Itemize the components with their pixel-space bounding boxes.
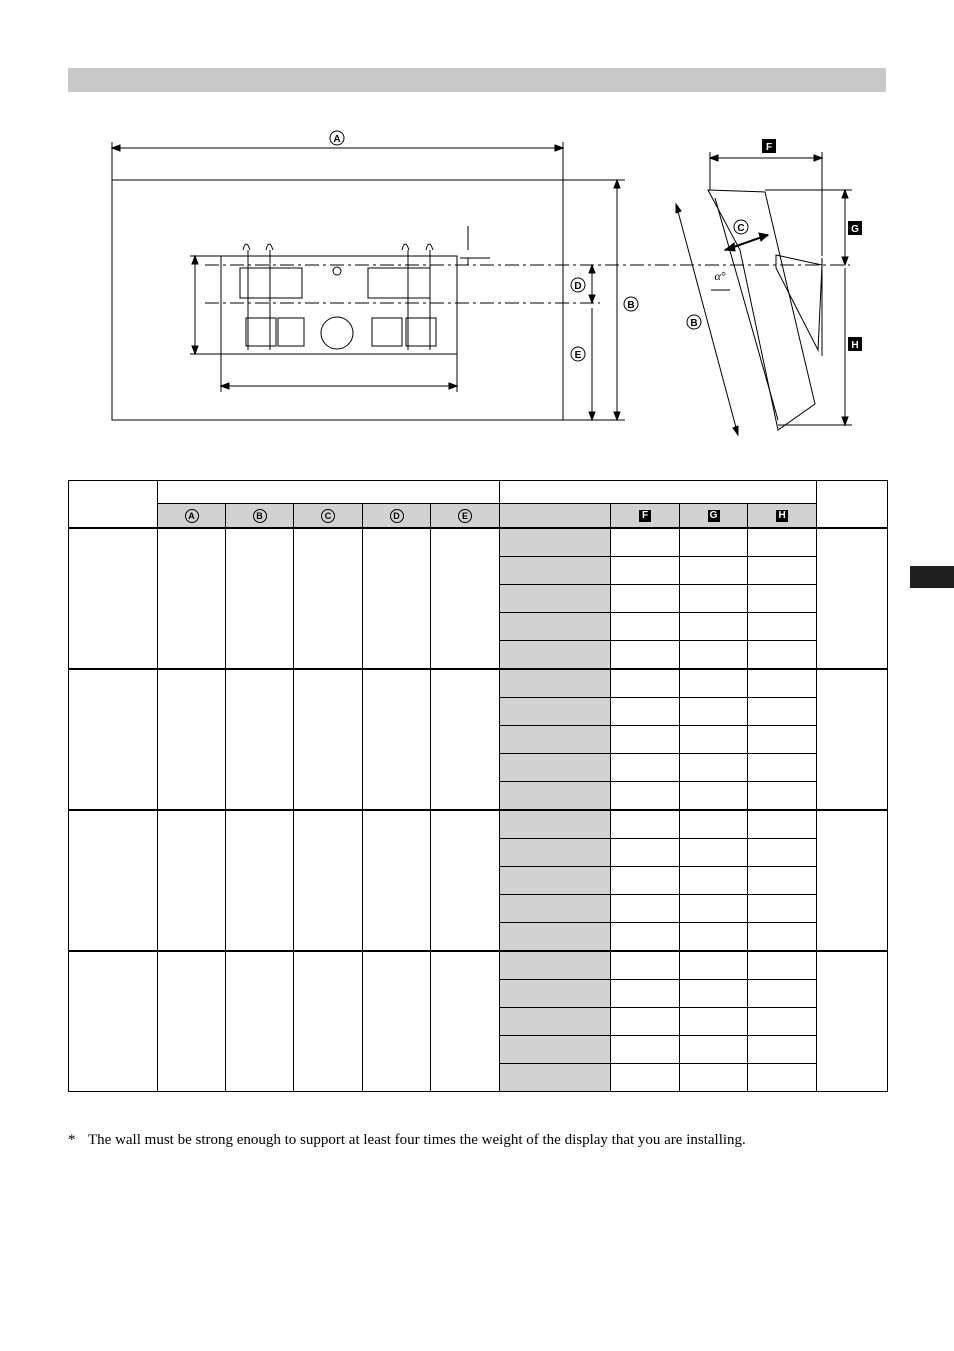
header-model-cell: [69, 481, 158, 529]
angle-value-cell: [611, 613, 680, 641]
group-cell: [158, 669, 226, 810]
table-row: [69, 669, 888, 698]
angle-value-cell: [680, 895, 748, 923]
label-c: C: [737, 223, 745, 234]
table-row: [69, 528, 888, 557]
group-cell: [226, 528, 294, 669]
angle-cell: [500, 669, 611, 698]
angle-value-cell: [611, 839, 680, 867]
angle-cell: [500, 867, 611, 895]
angle-value-cell: [748, 1036, 817, 1064]
angle-cell: [500, 1036, 611, 1064]
mount-bracket: [221, 256, 457, 354]
header-angle-cell: [500, 481, 817, 504]
angle-cell: [500, 923, 611, 952]
group-cell: [431, 669, 500, 810]
angle-value-cell: [680, 557, 748, 585]
angle-value-cell: [748, 839, 817, 867]
angle-cell: [500, 528, 611, 557]
angle-value-cell: [680, 1036, 748, 1064]
angle-value-cell: [611, 782, 680, 811]
label-alpha: α°: [714, 269, 726, 283]
angle-value-cell: [611, 923, 680, 952]
angle-value-cell: [680, 698, 748, 726]
angle-value-cell: [611, 754, 680, 782]
symbol-e: E: [458, 509, 472, 523]
angle-cell: [500, 895, 611, 923]
group-cell: [431, 951, 500, 1092]
dimension-table: [68, 480, 888, 1092]
angle-value-cell: [680, 923, 748, 952]
group-cell: [294, 951, 363, 1092]
angle-value-cell: [611, 557, 680, 585]
group-cell: [69, 528, 158, 669]
angle-value-cell: [748, 810, 817, 839]
angle-value-cell: [680, 528, 748, 557]
angle-value-cell: [680, 613, 748, 641]
tilted-display: [708, 190, 815, 430]
label-d: D: [574, 281, 582, 292]
symbol-d: D: [390, 509, 404, 523]
group-cell: [294, 810, 363, 951]
angle-value-cell: [748, 528, 817, 557]
group-cell: [294, 528, 363, 669]
angle-value-cell: [680, 810, 748, 839]
table-header-row-1: [69, 481, 888, 504]
chapter-side-tab: [910, 566, 954, 588]
angle-value-cell: [748, 585, 817, 613]
group-cell: [226, 951, 294, 1092]
group-cell: [363, 810, 431, 951]
angle-cell: [500, 613, 611, 641]
angle-cell: [500, 557, 611, 585]
header-mass-cell: [817, 481, 888, 529]
group-cell: [69, 951, 158, 1092]
angle-value-cell: [748, 669, 817, 698]
angle-value-cell: [611, 867, 680, 895]
angle-value-cell: [611, 641, 680, 670]
angle-value-cell: [748, 923, 817, 952]
angle-value-cell: [680, 754, 748, 782]
angle-value-cell: [611, 669, 680, 698]
footnote-text: The wall must be strong enough to support at least four times the weight of the display that you are installing.: [88, 1132, 746, 1148]
group-cell: [69, 810, 158, 951]
angle-cell: [500, 1064, 611, 1092]
table-row: [69, 810, 888, 839]
label-g: G: [851, 224, 859, 235]
angle-cell: [500, 585, 611, 613]
symbol-h: H: [776, 510, 788, 522]
angle-value-cell: [680, 669, 748, 698]
label-b-side: B: [690, 318, 698, 329]
group-cell: [363, 528, 431, 669]
angle-value-cell: [611, 980, 680, 1008]
angle-value-cell: [748, 980, 817, 1008]
angle-value-cell: [748, 782, 817, 811]
angle-cell: [500, 726, 611, 754]
group-cell: [69, 669, 158, 810]
angle-value-cell: [680, 1064, 748, 1092]
angle-value-cell: [680, 585, 748, 613]
header-angle-blank: [500, 504, 611, 529]
angle-cell: [500, 754, 611, 782]
angle-value-cell: [748, 951, 817, 980]
angle-value-cell: [748, 613, 817, 641]
group-cell: [158, 810, 226, 951]
symbol-g: G: [708, 510, 720, 522]
angle-value-cell: [611, 951, 680, 980]
group-cell: [294, 669, 363, 810]
label-a: A: [333, 134, 341, 145]
label-b: B: [627, 300, 635, 311]
angle-cell: [500, 980, 611, 1008]
label-e: E: [574, 350, 582, 361]
angle-cell: [500, 1008, 611, 1036]
angle-value-cell: [611, 585, 680, 613]
angle-value-cell: [680, 782, 748, 811]
angle-cell: [500, 698, 611, 726]
angle-value-cell: [611, 1008, 680, 1036]
label-f: F: [765, 142, 773, 153]
angle-value-cell: [748, 641, 817, 670]
angle-cell: [500, 839, 611, 867]
angle-value-cell: [611, 1064, 680, 1092]
mass-cell: [817, 528, 888, 669]
angle-value-cell: [748, 895, 817, 923]
symbol-c: C: [321, 509, 335, 523]
symbol-a: A: [185, 509, 199, 523]
symbol-f: F: [639, 510, 651, 522]
angle-value-cell: [748, 557, 817, 585]
angle-cell: [500, 641, 611, 670]
angle-value-cell: [680, 1008, 748, 1036]
angle-value-cell: [748, 867, 817, 895]
table-body: [69, 528, 888, 1092]
table-header-row-2: [69, 504, 888, 529]
group-cell: [158, 951, 226, 1092]
group-cell: [226, 810, 294, 951]
group-cell: [431, 810, 500, 951]
angle-value-cell: [680, 726, 748, 754]
angle-value-cell: [748, 754, 817, 782]
angle-value-cell: [680, 951, 748, 980]
label-h: H: [851, 340, 859, 351]
angle-value-cell: [611, 1036, 680, 1064]
group-cell: [226, 669, 294, 810]
angle-cell: [500, 782, 611, 811]
group-cell: [158, 528, 226, 669]
mass-cell: [817, 669, 888, 810]
footnote-marker: *: [68, 1132, 76, 1148]
angle-value-cell: [680, 839, 748, 867]
angle-value-cell: [611, 895, 680, 923]
group-cell: [363, 951, 431, 1092]
header-dimensions-cell: [158, 481, 500, 504]
mass-cell: [817, 810, 888, 951]
display-outline: [112, 180, 563, 420]
group-cell: [431, 528, 500, 669]
angle-value-cell: [748, 726, 817, 754]
angle-value-cell: [680, 867, 748, 895]
angle-cell: [500, 810, 611, 839]
angle-value-cell: [748, 1008, 817, 1036]
angle-value-cell: [611, 810, 680, 839]
group-cell: [363, 669, 431, 810]
angle-value-cell: [611, 698, 680, 726]
wall-mount-dimension-diagram: [0, 0, 954, 470]
table-row: [69, 951, 888, 980]
angle-value-cell: [680, 641, 748, 670]
angle-value-cell: [680, 980, 748, 1008]
angle-value-cell: [748, 698, 817, 726]
angle-value-cell: [611, 528, 680, 557]
angle-value-cell: [611, 726, 680, 754]
symbol-b: B: [253, 509, 267, 523]
angle-cell: [500, 951, 611, 980]
mass-cell: [817, 951, 888, 1092]
footnote: [68, 1130, 898, 1150]
angle-value-cell: [748, 1064, 817, 1092]
bracket-center-hole: [321, 317, 353, 349]
